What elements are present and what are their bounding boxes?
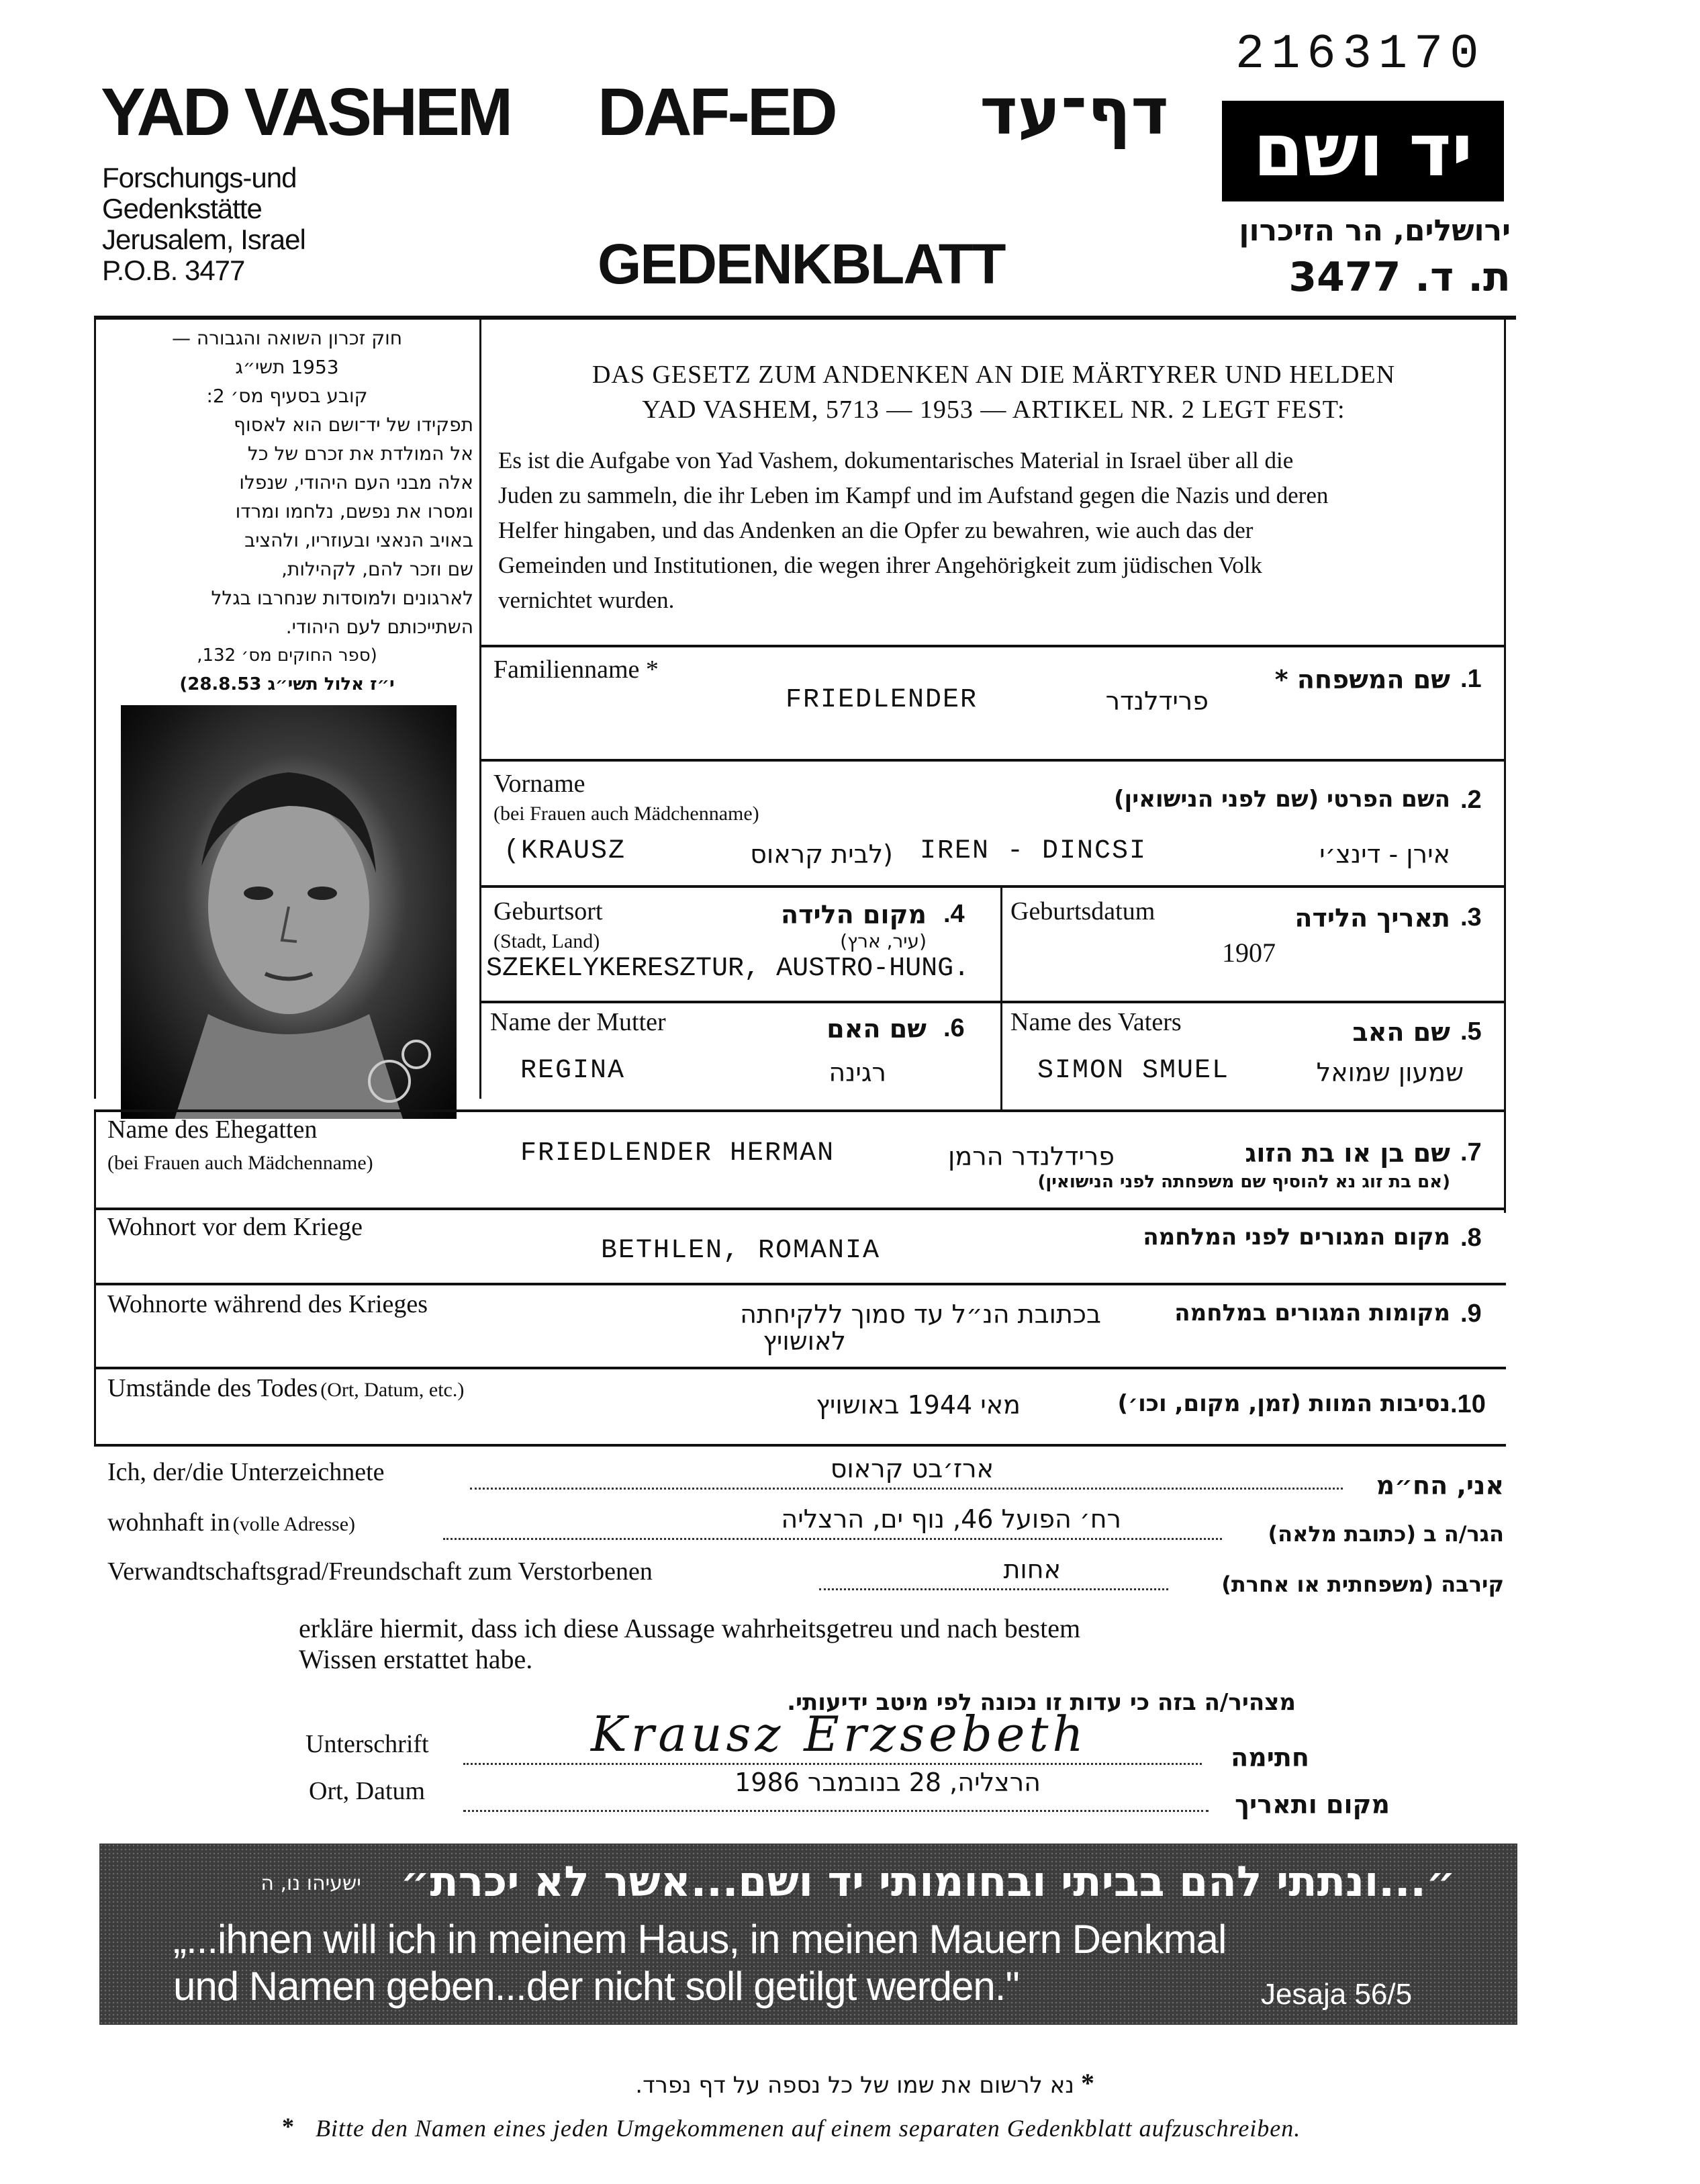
field9-label-he: מקומות המגורים במלחמה xyxy=(1174,1300,1450,1326)
place-date-value[interactable]: הרצליה, 28 בנובמבר 1986 xyxy=(735,1768,1041,1797)
banner-german-2: und Namen geben...der nicht soll getilgt werden." xyxy=(173,1964,1019,2009)
law-de-line: Helfer hingaben, und das Andenken an die Opfer zu bewahren, wie auch das der xyxy=(498,517,1254,543)
field10-label-he: נסיבות המוות (זמן, מקום, וכו׳) xyxy=(1117,1390,1450,1417)
signature-label-de: Unterschrift xyxy=(305,1730,429,1758)
law-de-heading-1: DAS GESETZ ZUM ANDENKEN AN DIE MÄRTYRER UND HELDEN xyxy=(592,361,1396,389)
field7-value-hebrew[interactable]: פרידלנדר הרמן xyxy=(948,1142,1115,1171)
field7-label-de: Name des Ehegatten xyxy=(107,1116,318,1144)
right-border xyxy=(1504,320,1506,1213)
dotted-line xyxy=(443,1538,1222,1540)
field1-number: .1 xyxy=(1460,665,1482,693)
left-column-divider xyxy=(479,320,481,1099)
field-rule xyxy=(94,1109,1506,1112)
dotted-line xyxy=(463,1810,1209,1812)
field-rule xyxy=(479,645,1506,647)
field10-number: .10 xyxy=(1450,1390,1486,1418)
field-rule xyxy=(479,1001,1506,1003)
field4-label-he: מקום הלידה xyxy=(781,900,927,929)
declarant-name-value[interactable]: ארז׳בט קראוס xyxy=(830,1454,994,1484)
field2-label-he: השם הפרטי (שם לפני הנישואין) xyxy=(1113,786,1450,813)
footer-hebrew-asterisk: * xyxy=(1081,2068,1094,2098)
declarant-addr-value[interactable]: רח׳ הפועל 46, נוף ים, הרצליה xyxy=(781,1504,1121,1534)
law-hebrew xyxy=(101,324,473,699)
declarant-rel-label-he: קירבה (משפחתית או אחרת) xyxy=(1221,1572,1504,1597)
dotted-line xyxy=(819,1588,1168,1590)
declaration-statement xyxy=(299,1613,1080,1675)
law-he-line: קובע בסעיף מס׳ 2: xyxy=(206,385,368,407)
law-he-line: לארגונים ולמוסדות שנחרבו בגלל xyxy=(211,587,473,609)
field1-value-latin[interactable]: FRIEDLENDER xyxy=(786,685,978,715)
banner-hebrew-source: ישעיהו נו, ה xyxy=(261,1872,361,1895)
banner-hebrew: ״...ונתתי להם בביתי ובחומותי יד ושם...אשר לא יכרת״ xyxy=(400,1857,1456,1906)
daf-ed-hebrew: דף־עד xyxy=(980,74,1169,149)
field5-label-he: שם האב xyxy=(1352,1017,1450,1047)
law-he-line: י״ז אלול תשי״ג 28.8.53) xyxy=(179,674,395,694)
form-number: 2163170 xyxy=(1235,27,1486,82)
field3-label-de: Geburtsdatum xyxy=(1010,897,1155,925)
footer-german-asterisk: * xyxy=(282,2113,294,2140)
banner-source: Jesaja 56/5 xyxy=(1261,1978,1413,2011)
declarant-name-label-he: אני, הח״מ xyxy=(1376,1471,1504,1500)
field4-number: .4 xyxy=(943,900,965,928)
law-he-line: 1953 תשי״ג xyxy=(235,356,339,378)
law-german-heading xyxy=(497,357,1491,427)
field-rule xyxy=(94,1283,1506,1285)
field-rule xyxy=(479,759,1506,762)
field8-label-de: Wohnort vor dem Kriege xyxy=(107,1213,363,1241)
field1-label-he: שם המשפחה * xyxy=(1274,665,1450,694)
law-de-line: Juden zu sammeln, die ihr Leben im Kampf und im Aufstand gegen die Nazis und deren xyxy=(498,482,1329,508)
sub-line: Forschungs-und xyxy=(102,162,297,193)
law-he-line: תפקידו של יד־ושם הוא לאסוף xyxy=(234,414,473,436)
org-title-latin: YAD VASHEM xyxy=(101,75,511,150)
field2-sub-de: (bei Frauen auch Mädchenname) xyxy=(493,803,759,825)
field6-label-he: שם האם xyxy=(827,1014,927,1044)
dotted-line xyxy=(470,1488,1343,1490)
field9-value-he-1[interactable]: בכתובת הנ״ל עד סמוך ללקיחתה xyxy=(740,1300,1101,1329)
field5-label-de: Name des Vaters xyxy=(1010,1008,1182,1036)
footer-german: Bitte den Namen eines jeden Umgekommenen auf einem separaten Gedenkblatt aufzuschreiben. xyxy=(316,2115,1301,2142)
signature[interactable]: Krausz Erzsebeth xyxy=(591,1706,1088,1762)
field8-label-he: מקום המגורים לפני המלחמה xyxy=(1143,1224,1450,1250)
field4-sub-he: (עיר, ארץ) xyxy=(840,930,927,952)
field7-sub-de: (bei Frauen auch Mädchenname) xyxy=(107,1152,373,1174)
hebrew-pob: ת. ד. 3477 xyxy=(1288,254,1511,301)
field6-value-hebrew[interactable]: רגינה xyxy=(829,1058,886,1087)
field2-maiden-hebrew[interactable]: (לבית קראוס xyxy=(750,839,893,869)
victim-photo xyxy=(121,705,457,1119)
field10-sub-de: (Ort, Datum, etc.) xyxy=(320,1379,465,1401)
field-column-divider xyxy=(1000,886,1002,1001)
field2-number: .2 xyxy=(1460,786,1482,814)
statement-hebrew: מצהיר/ה בזה כי עדות זו נכונה לפי מיטב ידיעותי. xyxy=(787,1689,1296,1716)
law-de-line: Gemeinden und Institutionen, die wegen ihrer Angehörigkeit zum jüdischen Volk xyxy=(498,552,1262,578)
field2-label-de: Vorname xyxy=(493,770,585,798)
org-address-block xyxy=(102,163,305,286)
place-date-label-de: Ort, Datum xyxy=(309,1777,426,1805)
field-rule xyxy=(94,1444,1506,1447)
field9-number: .9 xyxy=(1460,1300,1482,1328)
portrait-image xyxy=(121,705,457,1119)
field6-value-latin[interactable]: REGINA xyxy=(520,1056,626,1086)
place-date-label-he: מקום ותאריך xyxy=(1235,1790,1390,1819)
field6-number: .6 xyxy=(943,1014,965,1042)
field10-label-group xyxy=(107,1373,464,1403)
field1-label-de: Familienname * xyxy=(493,655,659,684)
law-he-line: באויב הנאצי ובעוזריו, ולהציב xyxy=(244,529,473,551)
field4-value[interactable]: SZEKELYKERESZTUR, AUSTRO-HUNG. xyxy=(486,954,970,984)
law-he-line: ומסרו את נפשם, נלחמו ומרדו xyxy=(235,500,473,522)
field10-label-de: Umstände des Todes xyxy=(107,1374,318,1402)
field3-number: .3 xyxy=(1460,903,1482,931)
declarant-rel-label-de: Verwandtschaftsgrad/Freundschaft zum Verstorbenen xyxy=(107,1557,653,1586)
field7-number: .7 xyxy=(1460,1138,1482,1167)
field5-value-latin[interactable]: SIMON SMUEL xyxy=(1037,1056,1230,1086)
declarant-rel-value[interactable]: אחות xyxy=(1003,1555,1061,1584)
daf-ed-latin: DAF-ED xyxy=(598,75,835,150)
law-he-line: אל המולדת את זכרם של כל xyxy=(247,443,473,465)
field2-given-hebrew[interactable]: אירן - דינצ׳י xyxy=(1319,839,1450,869)
field8-number: .8 xyxy=(1460,1224,1482,1252)
dotted-line xyxy=(463,1763,1202,1765)
law-he-line: חוק זכרון השואה והגבורה — xyxy=(171,327,403,349)
field2-given-latin[interactable]: IREN - DINCSI xyxy=(920,836,1147,866)
law-de-line: Es ist die Aufgabe von Yad Vashem, dokumentarisches Material in Israel über all die xyxy=(498,447,1294,473)
field5-value-hebrew[interactable]: שמעון שמואל xyxy=(1316,1058,1464,1087)
org-title-hebrew: יד ושם xyxy=(1253,109,1473,193)
declarant-name-label-de: Ich, der/die Unterzeichnete xyxy=(107,1458,385,1486)
field2-maiden-latin[interactable]: (KRAUSZ xyxy=(504,836,626,866)
law-de-line: vernichtet wurden. xyxy=(498,587,675,613)
declarant-addr-sub-de: (volle Adresse) xyxy=(232,1513,356,1535)
declarant-addr-label-de: wohnhaft in xyxy=(107,1508,230,1537)
field-rule xyxy=(94,1208,1506,1210)
sub-line: P.O.B. 3477 xyxy=(102,255,245,286)
law-german-body xyxy=(498,443,1492,618)
field-rule xyxy=(479,885,1506,888)
field-rule xyxy=(94,1367,1506,1369)
sub-line: Jerusalem, Israel xyxy=(102,224,305,255)
field4-label-de: Geburtsort xyxy=(493,897,603,925)
law-he-line: (ספר החוקים מס׳ 132, xyxy=(197,645,377,666)
statement-line-1: erkläre hiermit, dass ich diese Aussage wahrheitsgetreu und nach bestem xyxy=(299,1613,1081,1643)
declarant-addr-label-group xyxy=(107,1508,355,1537)
field6-label-de: Name der Mutter xyxy=(490,1008,666,1036)
field5-number: .5 xyxy=(1460,1017,1482,1046)
quote-banner xyxy=(99,1844,1517,2025)
field10-value[interactable]: מאי 1944 באושויץ xyxy=(816,1390,1021,1420)
hebrew-logo-box xyxy=(1222,101,1504,201)
field7-sub-he: (אם בת זוג נא להוסיף שם משפחתה לפני הנישואין) xyxy=(1037,1172,1450,1192)
statement-line-2: Wissen erstattet habe. xyxy=(299,1644,533,1674)
law-he-line: שם וזכר להם, לקהילות, xyxy=(281,558,473,580)
field4-sub-de: (Stadt, Land) xyxy=(493,930,600,952)
hebrew-address: ירושלים, הר הזיכרון xyxy=(1239,214,1511,248)
field8-value[interactable]: BETHLEN, ROMANIA xyxy=(601,1236,881,1266)
sub-line: Gedenkstätte xyxy=(102,193,262,224)
field1-value-hebrew[interactable]: פרידלנדר xyxy=(1105,686,1209,716)
field7-value-latin[interactable]: FRIEDLENDER HERMAN xyxy=(520,1138,835,1169)
field3-label-he: תאריך הלידה xyxy=(1294,903,1450,933)
field3-value[interactable]: 1907 xyxy=(1222,938,1276,968)
field9-label-de: Wohnorte während des Krieges xyxy=(107,1290,428,1318)
signature-label-he: חתימה xyxy=(1231,1743,1309,1772)
banner-german-1: „...ihnen will ich in meinem Haus, in meinen Mauern Denkmal xyxy=(173,1917,1227,1962)
left-border-top xyxy=(94,320,96,1099)
law-he-line: השתייכותם לעם היהודי. xyxy=(285,616,473,638)
header-rule xyxy=(94,316,1516,320)
law-he-line: אלה מבני העם היהודי, שנפלו xyxy=(239,471,473,494)
page-title: GEDENKBLATT xyxy=(598,232,1005,295)
field-column-divider xyxy=(1000,1002,1002,1109)
law-de-heading-2: YAD VASHEM, 5713 — 1953 — ARTIKEL NR. 2 LEGT FEST: xyxy=(642,396,1345,424)
declarant-addr-label-he: הגר/ה ב (כתובת מלאה) xyxy=(1268,1521,1504,1547)
left-border-bottom xyxy=(94,1109,96,1445)
field9-value-he-2[interactable]: לאושויץ xyxy=(763,1326,846,1356)
field7-label-he: שם בן או בת הזוג xyxy=(1245,1138,1450,1168)
footer-hebrew: נא לרשום את שמו של כל נספה על דף נפרד. xyxy=(635,2072,1074,2099)
